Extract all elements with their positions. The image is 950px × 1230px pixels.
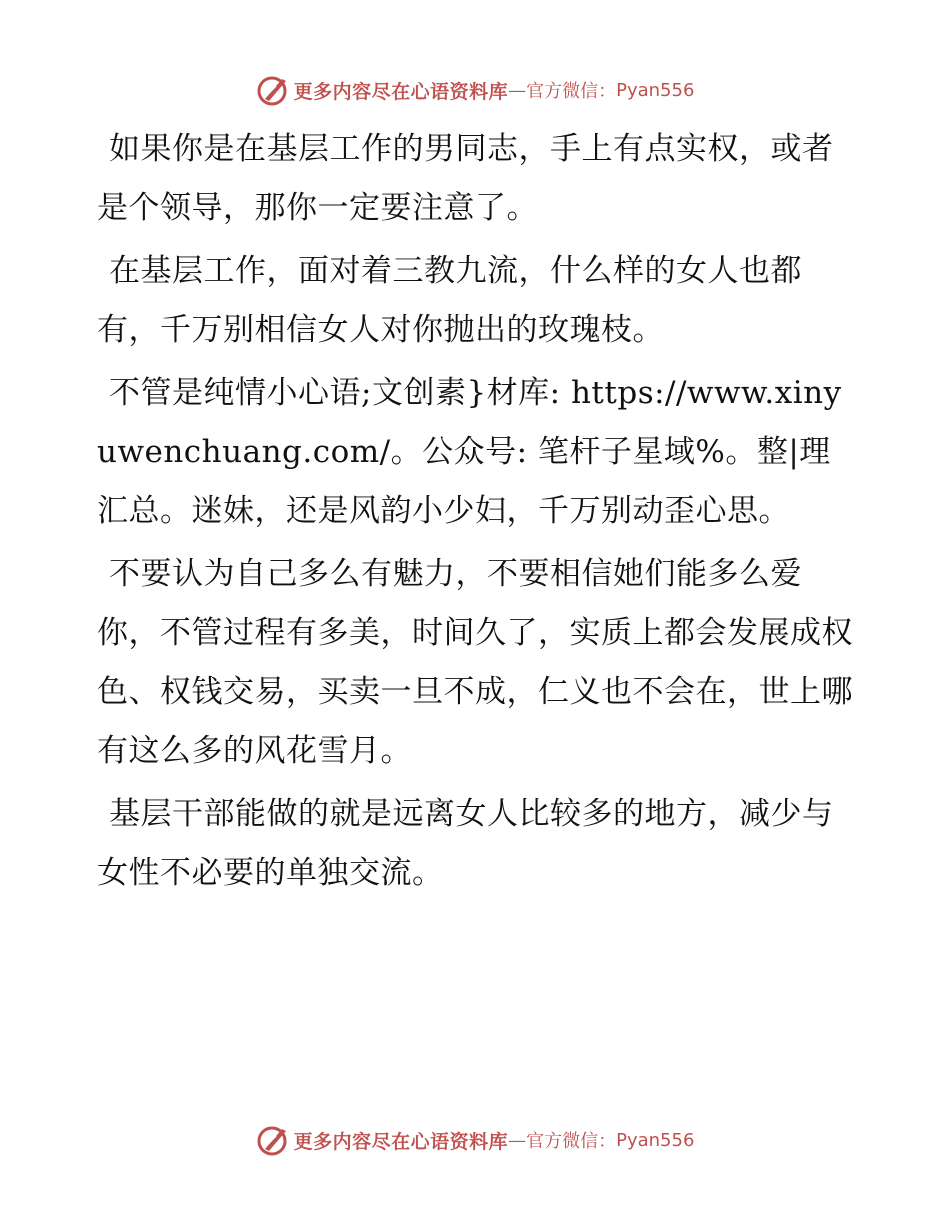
paragraph-text: 不管是纯情小心语;文创素}材库: https://www.xinyuwenchuang.com/。公众号: 笔杆子星域%。整|理汇总。迷妹，还是风韵小少妇，千万别动歪心思。 (97, 375, 842, 529)
watermark-separator: — (508, 1129, 527, 1151)
paragraph (97, 120, 857, 238)
header-watermark (0, 70, 950, 110)
quill-logo-icon (256, 73, 290, 107)
footer-watermark (0, 1120, 950, 1160)
watermark-wechat-id: Pyan556 (616, 79, 695, 101)
watermark-wechat-id: Pyan556 (616, 1129, 695, 1151)
watermark-main-text: 更多内容尽在心语资料库 (293, 1130, 509, 1153)
watermark-label: 官方微信： (526, 81, 617, 102)
paragraph-text: 基层干部能做的就是远离女人比较多的地方，减少与女性不必要的单独交流。 (97, 796, 834, 891)
paragraph (97, 545, 857, 781)
quill-logo-icon (256, 1123, 290, 1157)
paragraph (97, 364, 857, 541)
paragraph-text: 如果你是在基层工作的男同志，手上有点实权，或者是个领导，那你一定要注意了。 (97, 131, 834, 226)
paragraph-text: 不要认为自己多么有魅力，不要相信她们能多么爱你，不管过程有多美，时间久了，实质上都会发展成权色、权钱交易，买卖一旦不成，仁义也不会在，世上哪有这么多的风花雪月。 (97, 556, 853, 769)
watermark-label: 官方微信： (526, 1131, 617, 1152)
paragraph (97, 242, 857, 360)
paragraph (97, 785, 857, 903)
paragraph-text: 在基层工作，面对着三教九流，什么样的女人也都有，千万别相信女人对你抛出的玫瑰枝。 (97, 253, 802, 348)
watermark-main-text: 更多内容尽在心语资料库 (293, 80, 509, 103)
document-body (97, 120, 857, 907)
watermark-separator: — (508, 79, 527, 101)
